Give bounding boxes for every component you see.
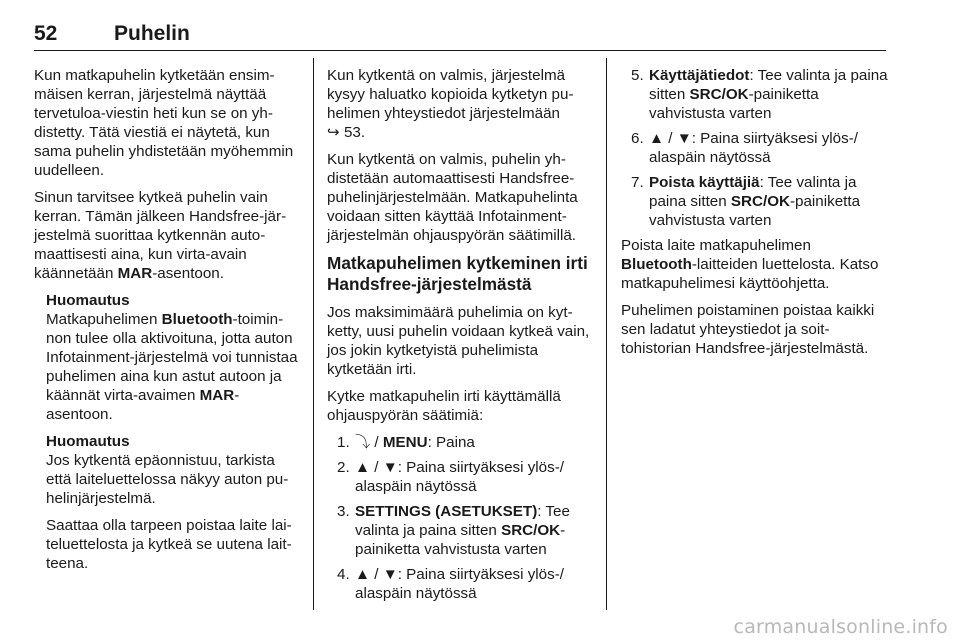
up-down-arrows-icon: ▲ / ▼ (649, 130, 692, 147)
chapter-title: Puhelin (114, 22, 190, 45)
column-divider (313, 58, 314, 610)
paragraph: Poista laite matkapuhelimen Bluetooth-laitteiden luettelosta. Katso matkapuhelimesi käyttöohjetta. (621, 237, 879, 292)
column-2 (327, 66, 593, 609)
steps-list (621, 66, 889, 230)
phone-icon: ⤵ (355, 434, 371, 451)
paragraph: Sinun tarvitsee kytkeä puhelin vain kerran. Tämän jälkeen Handsfree-järjestelmä suorittaa kytkennän automaattisesti aina, kun virta-avain käännetään MAR-asentoon. (34, 189, 287, 282)
list-item: 1. ⤵ / MENU: Paina (337, 434, 475, 451)
paragraph: Kun matkapuhelin kytketään ensimmäisen kerran, järjestelmä näyttää tervetuloa-viestin heti kun se on yhdistetty. Tätä viestiä ei näytetä, kun sama puhelin yhdistetään myöhemmin uudelleen. (34, 67, 294, 179)
list-item: 4. ▲ / ▼: Paina siirtyäksesi ylös-/ alaspäin näytössä (337, 566, 565, 602)
note-box (46, 291, 300, 424)
column-1 (34, 66, 300, 581)
paragraph: Jos maksimimäärä puhelimia on kytketty, uusi puhelin voidaan kytkeä vain, jos jokin kytketyistä puhelimista kytketään irti. (327, 304, 590, 378)
list-item: 5. Käyttäjätiedot: Tee valinta ja paina sitten SRC/OK-painiketta vahvistusta varten (631, 67, 888, 122)
paragraph: Puhelimen poistaminen poistaa kaikki sen ladatut yhteystiedot ja soittohistorian Handsfree-järjestelmästä. (621, 302, 875, 357)
watermark: carmanualsonline.info (733, 616, 948, 638)
paragraph: Kun kytkentä on valmis, puhelin yhdistetään automaattisesti Handsfree-puhelinjärjestelmään. Matkapuhelinta voidaan sitten käyttää Infotainment-järjestelmän ohjauspyörän säätimillä. (327, 151, 578, 244)
note-title: Huomautus (46, 292, 130, 309)
up-down-arrows-icon: ▲ / ▼ (355, 459, 398, 476)
reference-arrow-icon: ↪ (327, 124, 340, 141)
column-3 (621, 66, 889, 366)
note-text: Matkapuhelimen Bluetooth-toiminnon tulee olla aktivoituna, jotta auton Infotainment-järjestelmä voi tunnistaa puhelimen aina kun astut autoon ja käännät virta-avaimen MAR-asentoon. (46, 311, 298, 423)
list-item: 7. Poista käyttäjiä: Tee valinta ja paina sitten SRC/OK-painiketta vahvistusta varten (631, 174, 861, 229)
note-text: Saattaa olla tarpeen poistaa laite laiteluettelosta ja kytkeä se uutena laitteena. (46, 517, 292, 572)
up-down-arrows-icon: ▲ / ▼ (355, 566, 398, 583)
note-text: Jos kytkentä epäonnistuu, tarkista että laiteluettelossa näkyy auton puhelinjärjestelmä. (46, 452, 289, 507)
list-item: 2. ▲ / ▼: Paina siirtyäksesi ylös-/ alaspäin näytössä (337, 459, 565, 495)
note-box (46, 432, 300, 573)
paragraph: Kytke matkapuhelin irti käyttämällä ohjauspyörän säätimiä: (327, 388, 561, 424)
steps-list (327, 433, 593, 603)
page-header (34, 10, 886, 51)
note-title: Huomautus (46, 433, 130, 450)
list-item: 6. ▲ / ▼: Paina siirtyäksesi ylös-/ alaspäin näytössä (631, 130, 859, 166)
paragraph: Kun kytkentä on valmis, järjestelmä kysyy haluatko kopioida kytketyn puhelimen yhteystiedot järjestelmään ↪ 53. (327, 67, 574, 141)
column-divider (606, 58, 607, 610)
list-item: 3. SETTINGS (ASETUKSET): Tee valinta ja paina sitten SRC/OK-painiketta vahvistusta varten (337, 503, 570, 558)
page-number: 52 (34, 22, 58, 45)
section-heading: Matkapuhelimen kytkeminen irti Handsfree-järjestelmästä (327, 253, 588, 294)
